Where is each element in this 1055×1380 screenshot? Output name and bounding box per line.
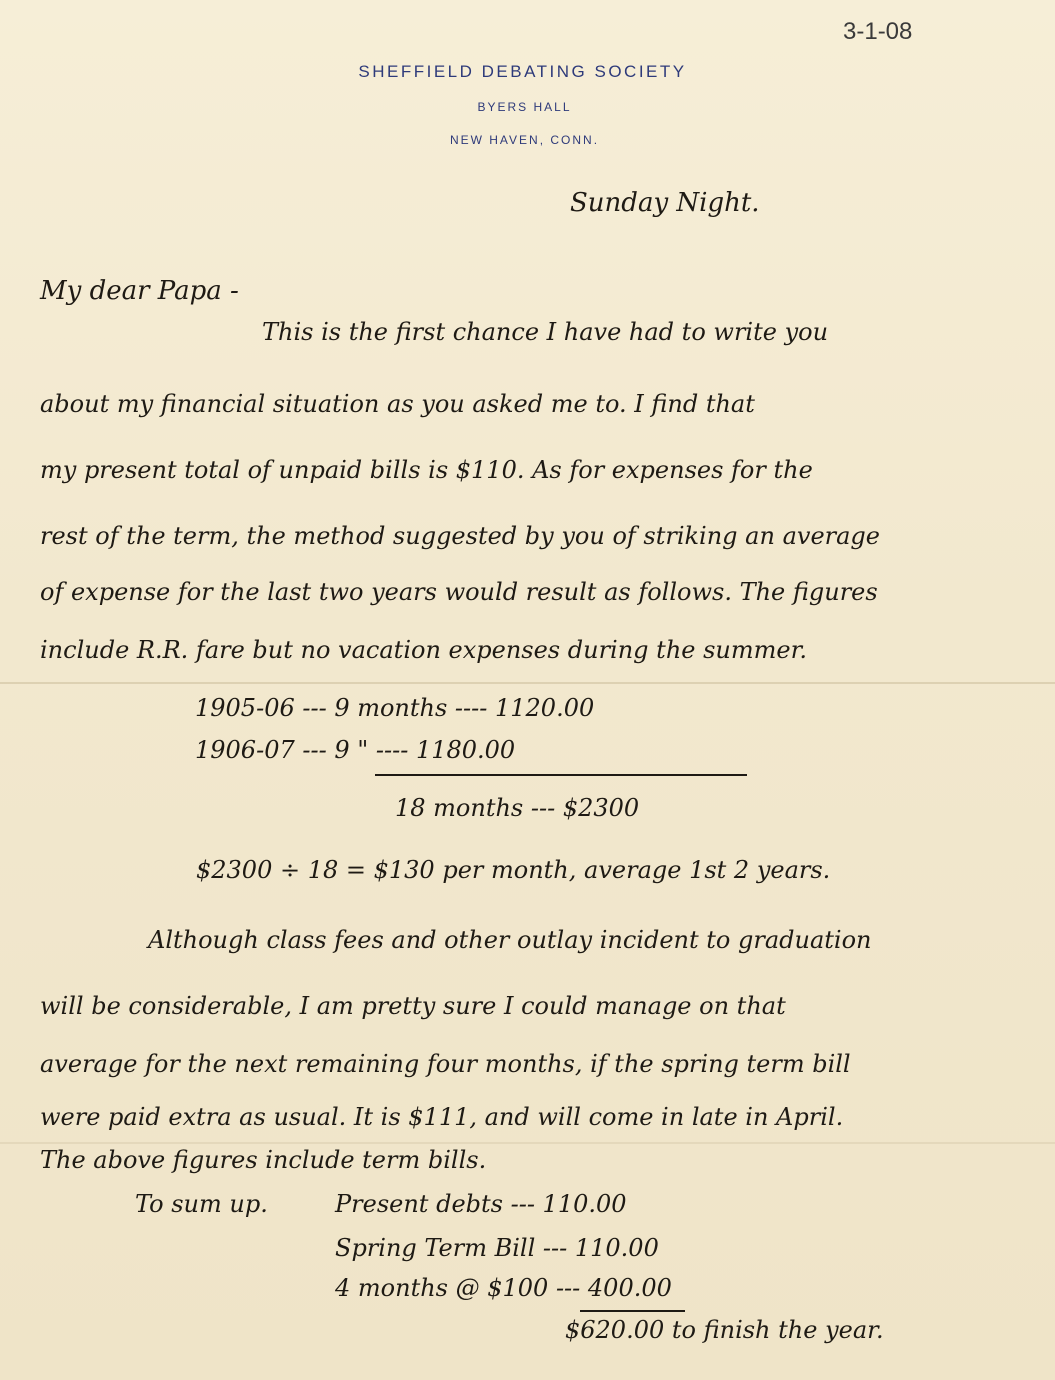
body-line: rest of the term, the method suggested by you of striking an average	[40, 522, 880, 550]
average-calculation: $2300 ÷ 18 = $130 per month, average 1st 2 years.	[196, 856, 831, 884]
summary-intro: To sum up.	[135, 1190, 268, 1218]
body-line: my present total of unpaid bills is $110. As for expenses for the	[40, 456, 813, 484]
body-line: average for the next remaining four months, if the spring term bill	[40, 1050, 851, 1078]
body-line: The above figures include term bills.	[40, 1146, 487, 1174]
body-line: will be considerable, I am pretty sure I could manage on that	[40, 992, 786, 1020]
body-line: Although class fees and other outlay incident to graduation	[148, 926, 872, 954]
expense-row: 1906-07 --- 9 " ---- 1180.00	[195, 736, 516, 764]
summary-item: Spring Term Bill --- 110.00	[335, 1234, 659, 1262]
body-line: This is the first chance I have had to write you	[262, 318, 829, 346]
dateline: Sunday Night.	[570, 188, 760, 218]
body-line: about my financial situation as you asked me to. I find that	[40, 390, 755, 418]
expense-total: 18 months --- $2300	[395, 794, 640, 822]
expense-row: 1905-06 --- 9 months ---- 1120.00	[195, 694, 595, 722]
body-line: of expense for the last two years would result as follows. The figures	[40, 578, 878, 606]
salutation: My dear Papa -	[40, 276, 239, 306]
body-line: include R.R. fare but no vacation expenses during the summer.	[40, 636, 808, 664]
letterhead-organization: SHEFFIELD DEBATING SOCIETY	[358, 62, 687, 81]
sum-rule	[580, 1310, 685, 1312]
sum-rule	[375, 774, 747, 776]
archival-date-mark: 3-1-08	[843, 18, 913, 45]
paper-fold-line	[0, 1142, 1055, 1144]
body-line: were paid extra as usual. It is $111, and will come in late in April.	[40, 1103, 844, 1131]
summary-item: Present debts --- 110.00	[335, 1190, 627, 1218]
summary-total: $620.00 to finish the year.	[565, 1316, 884, 1344]
paper-fold-line	[0, 682, 1055, 684]
letterhead-city: NEW HAVEN, CONN.	[449, 133, 600, 147]
summary-item: 4 months @ $100 --- 400.00	[335, 1274, 672, 1302]
letterhead-building: BYERS HALL	[477, 100, 572, 114]
